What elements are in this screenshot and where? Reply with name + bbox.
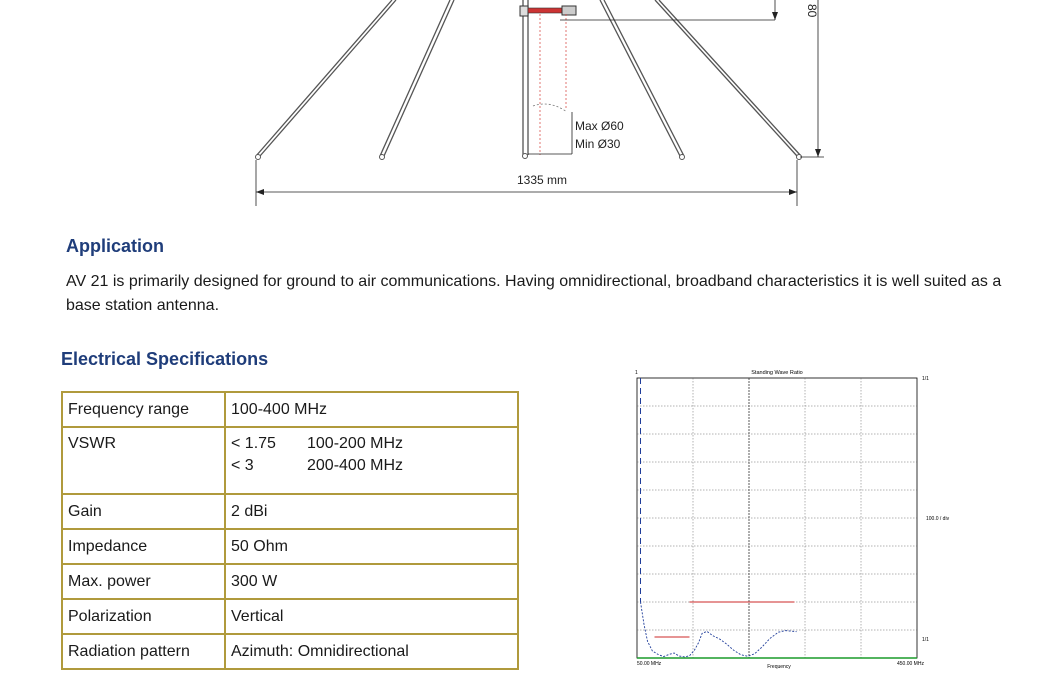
- spec-label: Max. power: [62, 564, 225, 599]
- height-dimension: 80: [805, 4, 819, 18]
- chart-y-top-label: 1: [635, 370, 638, 376]
- chart-series-line: [641, 602, 797, 657]
- chart-right-bottom-label: 1/1: [922, 637, 929, 643]
- table-row: [62, 564, 518, 599]
- chart-x-end-label: 450.00 MHz: [897, 661, 924, 667]
- table-row: [62, 634, 518, 669]
- antenna-dimension-drawing: [0, 0, 1058, 220]
- radial-left-outer: [256, 0, 392, 156]
- table-row: [62, 529, 518, 564]
- spec-value: 300 W: [225, 564, 518, 599]
- spec-value: [225, 427, 518, 494]
- spec-label: Radiation pattern: [62, 634, 225, 669]
- table-row: [62, 494, 518, 529]
- electrical-specs-heading: Electrical Specifications: [61, 349, 269, 369]
- vswr-band: 200-400 MHz: [307, 457, 404, 474]
- spec-value: 2 dBi: [225, 494, 518, 529]
- swr-chart: [625, 366, 950, 671]
- spec-label: VSWR: [62, 427, 225, 494]
- radial-left-inner: [380, 0, 450, 156]
- chart-title: Standing Wave Ratio: [751, 370, 803, 376]
- table-row: [62, 392, 518, 427]
- table-row: [62, 427, 518, 494]
- radial-right-outer: [655, 0, 797, 156]
- application-text: AV 21 is primarily designed for ground to air communications. Having omnidirectional, broadband characteristics it is well suited as a base station antenna.: [66, 273, 1002, 314]
- vswr-level: < 3: [231, 457, 254, 474]
- spec-label: Frequency range: [62, 392, 225, 427]
- mast-min-diameter: Min Ø30: [575, 137, 621, 151]
- connector-icon: [520, 6, 576, 16]
- electrical-specs-table: [61, 391, 519, 670]
- mast-max-diameter: Max Ø60: [575, 119, 624, 133]
- spec-label: Impedance: [62, 529, 225, 564]
- application-heading: Application: [66, 236, 164, 256]
- chart-right-top-label: 1/1: [922, 376, 929, 382]
- width-dimension: 1335 mm: [517, 173, 568, 187]
- spec-value: 100-400 MHz: [225, 392, 518, 427]
- table-row: [62, 599, 518, 634]
- spec-value: Vertical: [225, 599, 518, 634]
- spec-label: Gain: [62, 494, 225, 529]
- chart-x-start-label: 50.00 MHz: [637, 661, 662, 667]
- chart-right-mid-label: 100.0 / div: [926, 516, 950, 522]
- spec-value: Azimuth: Omnidirectional: [225, 634, 518, 669]
- vswr-level: < 1.75: [231, 435, 276, 452]
- spec-label: Polarization: [62, 599, 225, 634]
- chart-x-label: Frequency: [767, 664, 791, 670]
- spec-value: 50 Ohm: [225, 529, 518, 564]
- vswr-band: 100-200 MHz: [307, 435, 404, 452]
